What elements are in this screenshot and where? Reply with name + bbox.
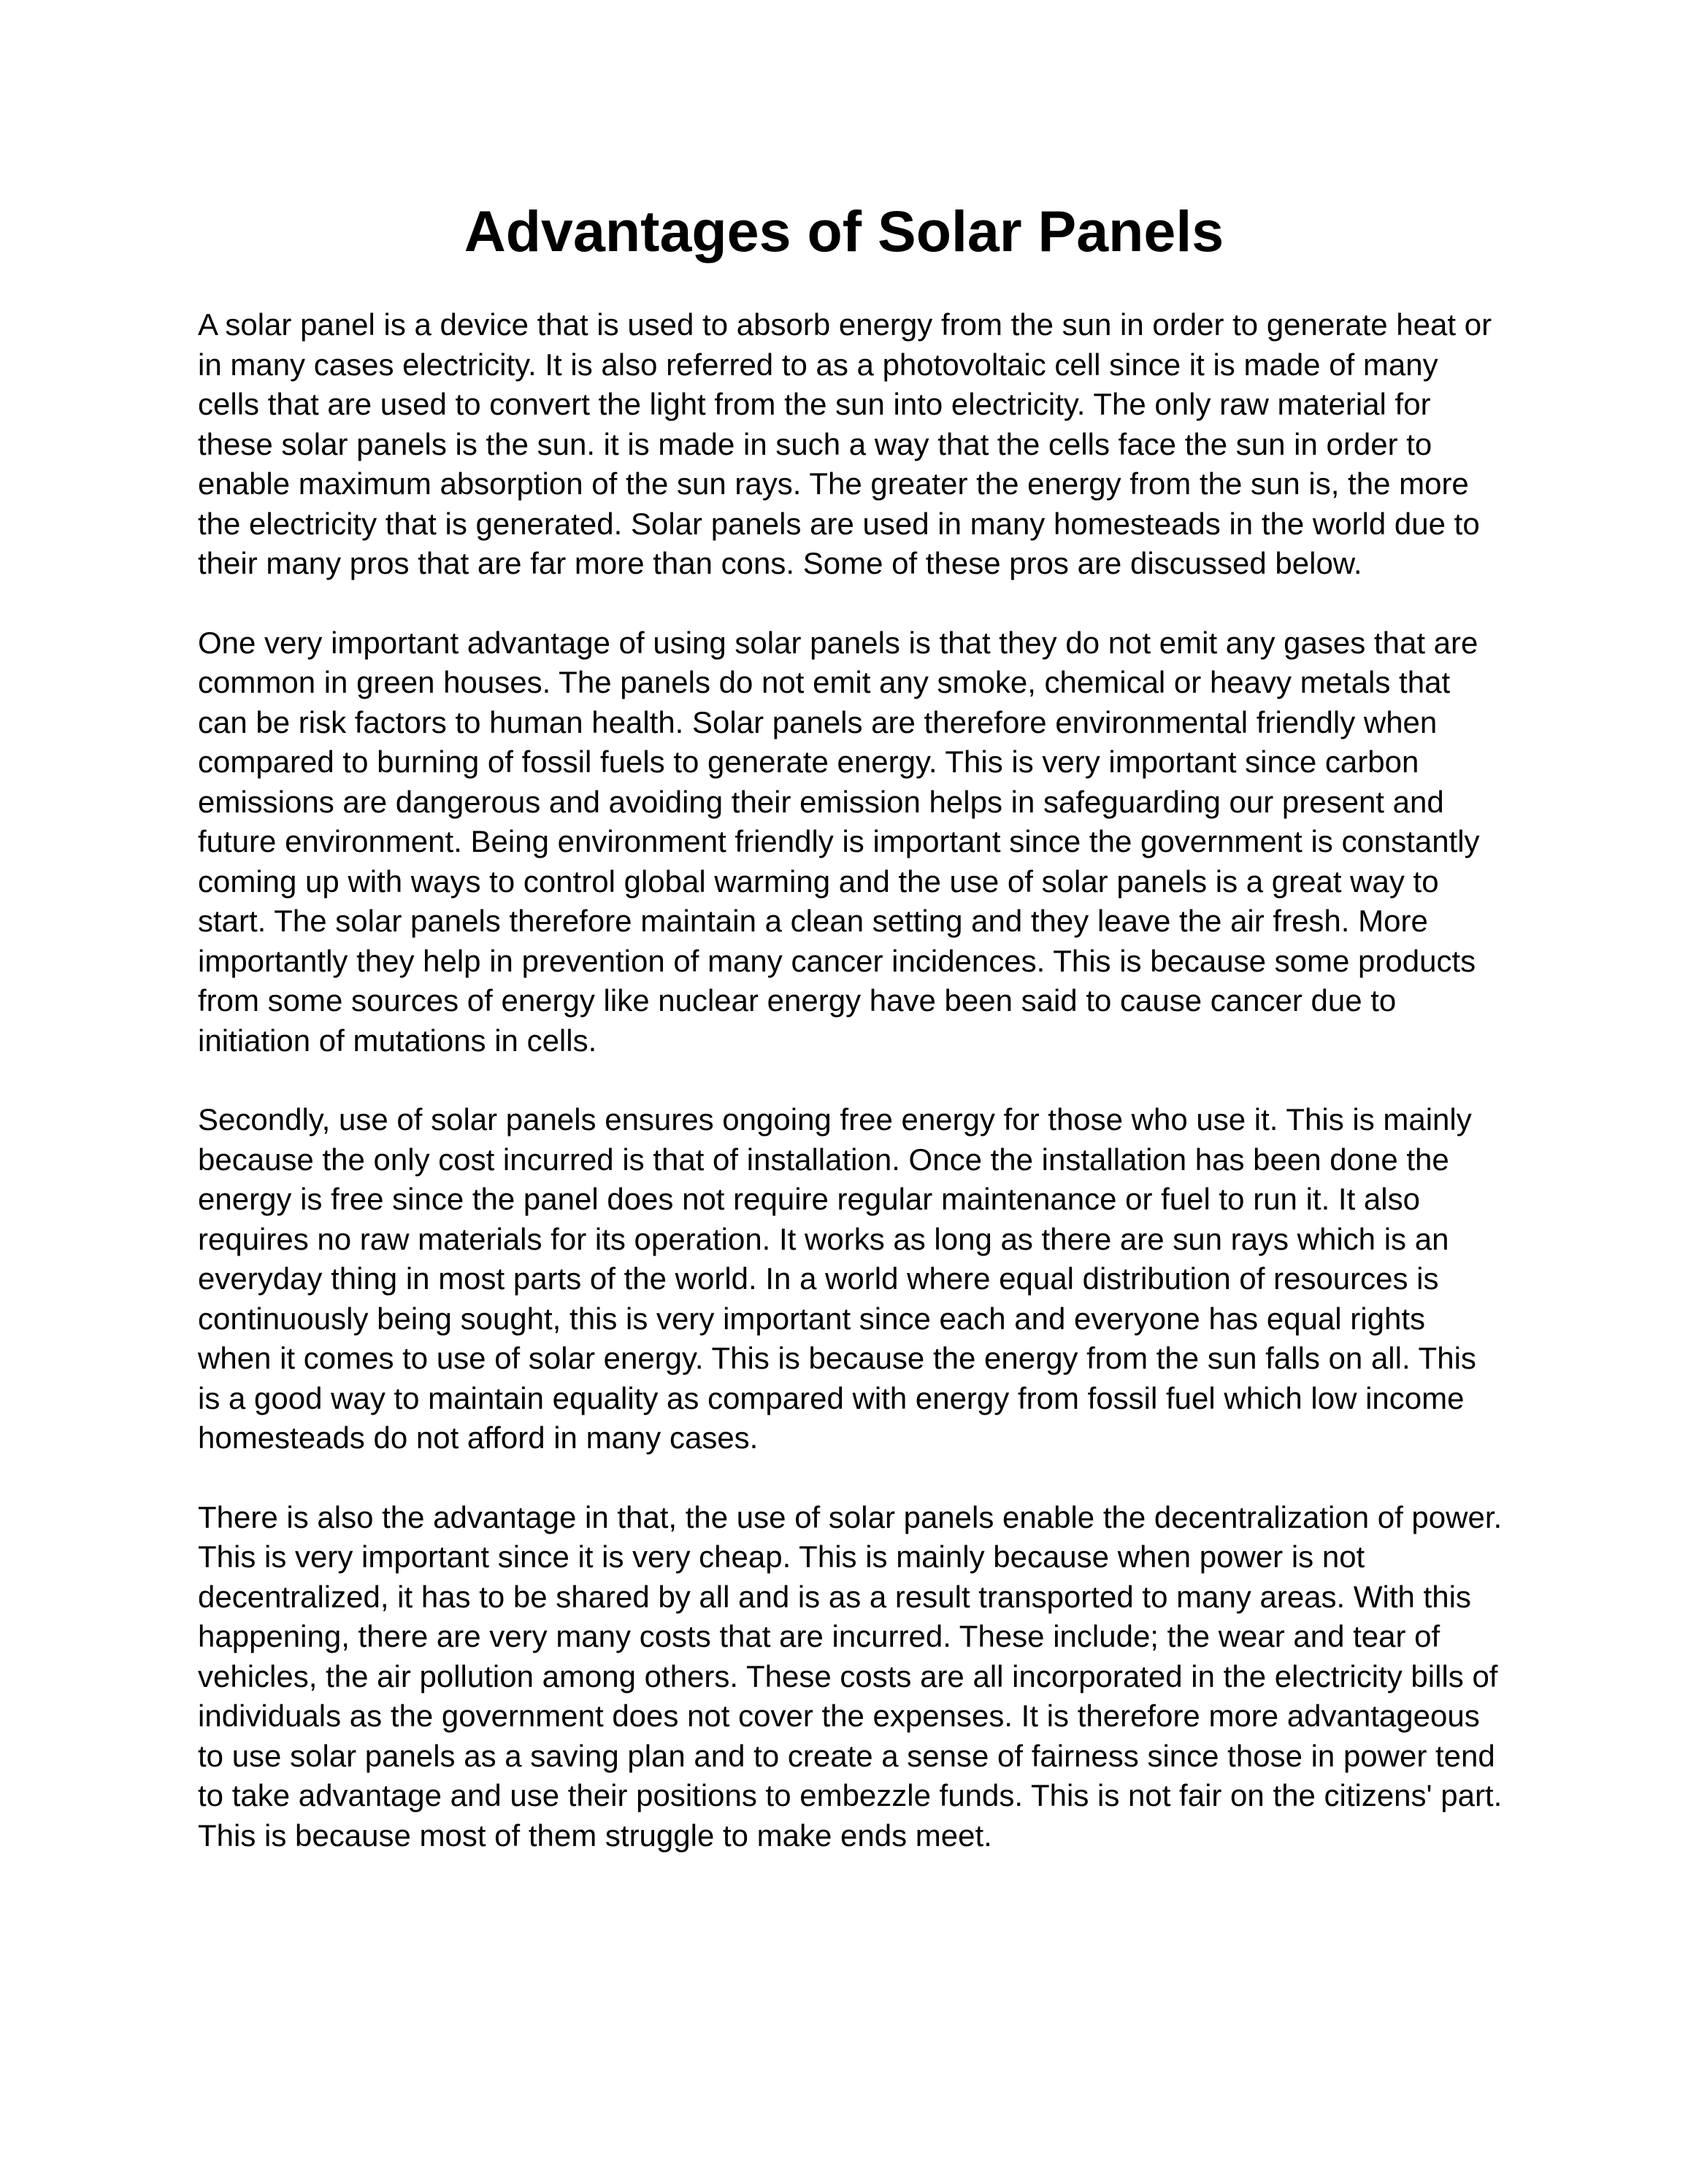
text-line: decentralized, it has to be shared by all and is as a result transported to many areas. With this	[198, 1579, 1471, 1614]
text-line: enable maximum absorption of the sun rays. The greater the energy from the sun is, the more	[198, 466, 1469, 501]
text-line: to take advantage and use their positions to embezzle funds. This is not fair on the citizens' part.	[198, 1778, 1503, 1812]
text-line: future environment. Being environment friendly is important since the government is constantly	[198, 824, 1480, 858]
text-line: happening, there are very many costs that are incurred. These include; the wear and tear of	[198, 1619, 1440, 1653]
text-line: initiation of mutations in cells.	[198, 1023, 597, 1058]
text-line: homesteads do not afford in many cases.	[198, 1420, 759, 1455]
text-line: from some sources of energy like nuclear energy have been said to cause cancer due to	[198, 983, 1397, 1018]
text-line: because the only cost incurred is that of installation. Once the installation has been done the	[198, 1142, 1449, 1177]
paragraph-free-energy	[198, 1100, 1505, 1458]
text-line: requires no raw materials for its operation. It works as long as there are sun rays which is an	[198, 1221, 1449, 1256]
paragraph-environment	[198, 623, 1505, 1061]
paragraph-decentralization	[198, 1498, 1505, 1856]
text-line: in many cases electricity. It is also referred to as a photovoltaic cell since it is made of many	[198, 347, 1438, 382]
text-line: vehicles, the air pollution among others. These costs are all incorporated in the electricity bills of	[198, 1658, 1498, 1693]
document-body	[198, 305, 1505, 1895]
text-line: This is because most of them struggle to make ends meet.	[198, 1818, 992, 1853]
text-line: individuals as the government does not cover the expenses. It is therefore more advantageous	[198, 1699, 1480, 1733]
text-line: the electricity that is generated. Solar panels are used in many homesteads in the world due to	[198, 506, 1480, 541]
text-line: This is very important since it is very cheap. This is mainly because when power is not	[198, 1539, 1365, 1574]
text-line: continuously being sought, this is very important since each and everyone has equal rights	[198, 1301, 1425, 1336]
text-line: coming up with ways to control global warming and the use of solar panels is a great way to	[198, 864, 1439, 899]
text-line: is a good way to maintain equality as compared with energy from fossil fuel which low income	[198, 1380, 1465, 1415]
text-line: There is also the advantage in that, the use of solar panels enable the decentralization of power.	[198, 1499, 1503, 1534]
document-title: Advantages of Solar Panels	[464, 199, 1224, 264]
text-line: energy is free since the panel does not require regular maintenance or fuel to run it. It also	[198, 1182, 1420, 1216]
paragraph-intro	[198, 305, 1505, 584]
text-line: Secondly, use of solar panels ensures ongoing free energy for those who use it. This is mainly	[198, 1102, 1472, 1137]
text-line: A solar panel is a device that is used to absorb energy from the sun in order to generate heat or	[198, 307, 1492, 342]
text-line: can be risk factors to human health. Solar panels are therefore environmental friendly when	[198, 704, 1438, 739]
text-line: emissions are dangerous and avoiding their emission helps in safeguarding our present and	[198, 784, 1444, 819]
text-line: everyday thing in most parts of the world. In a world where equal distribution of resources is	[198, 1261, 1439, 1296]
text-line: One very important advantage of using solar panels is that they do not emit any gases that are	[198, 625, 1478, 660]
text-line: to use solar panels as a saving plan and to create a sense of fairness since those in power tend	[198, 1738, 1495, 1773]
text-line: compared to burning of fossil fuels to generate energy. This is very important since carbon	[198, 745, 1419, 779]
text-line: when it comes to use of solar energy. This is because the energy from the sun falls on all. This	[198, 1341, 1476, 1375]
text-line: cells that are used to convert the light from the sun into electricity. The only raw material for	[198, 387, 1431, 421]
text-line: their many pros that are far more than cons. Some of these pros are discussed below.	[198, 546, 1362, 580]
text-line: these solar panels is the sun. it is made in such a way that the cells face the sun in order to	[198, 426, 1432, 461]
text-line: common in green houses. The panels do not emit any smoke, chemical or heavy metals that	[198, 665, 1451, 699]
text-line: start. The solar panels therefore maintain a clean setting and they leave the air fresh. More	[198, 904, 1428, 938]
text-line: importantly they help in prevention of many cancer incidences. This is because some products	[198, 943, 1476, 978]
